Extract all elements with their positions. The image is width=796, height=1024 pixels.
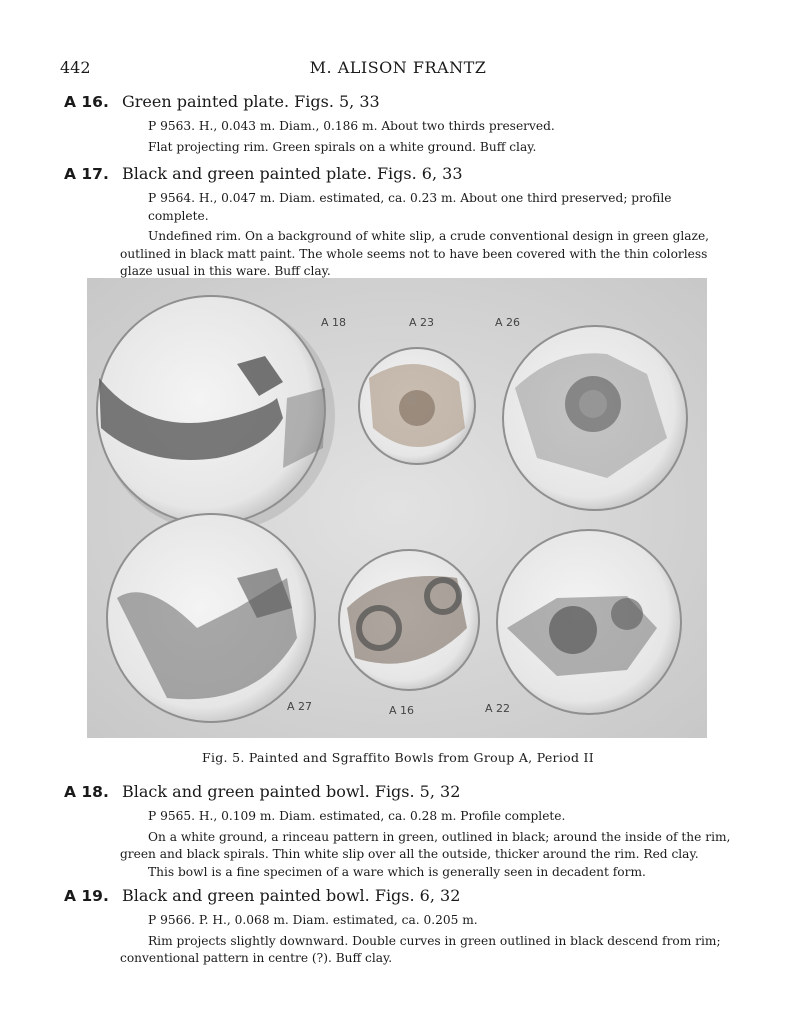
entry-description: Rim projects slightly downward. Double curves in green outlined in black descend from rim; conventional pattern in centre (?). Buff clay. bbox=[120, 933, 721, 965]
figure-label: A 27 bbox=[287, 700, 313, 713]
entry-meta: P 9564. H., 0.047 m. Diam. estimated, ca. 0.23 m. About one third preserved; profile complete. bbox=[148, 191, 672, 223]
entry-description: Flat projecting rim. Green spirals on a white ground. Buff clay. bbox=[148, 139, 537, 154]
bowl-a23 bbox=[359, 348, 475, 464]
catalogue-entry bbox=[64, 782, 734, 881]
figure-label: A 26 bbox=[495, 316, 521, 329]
bowl-a16 bbox=[339, 550, 479, 690]
catalogue-entry bbox=[64, 164, 734, 281]
entry-id: A 17. bbox=[64, 165, 109, 183]
bowl-a27 bbox=[107, 514, 315, 722]
page-header bbox=[60, 58, 736, 80]
entry-title: Green painted plate. Figs. 5, 33 bbox=[122, 92, 380, 111]
catalogue-entry bbox=[64, 886, 734, 968]
figure-photograph bbox=[87, 278, 707, 738]
entry-title: Black and green painted plate. Figs. 6, 33 bbox=[122, 164, 463, 183]
bowl-a26 bbox=[503, 326, 687, 510]
bowls-photo-illustration bbox=[87, 278, 707, 738]
entry-description: On a white ground, a rinceau pattern in green, outlined in black; around the inside of the rim, green and black spirals. Thin white slip over all the outside, thicker around the rim. Red clay. bbox=[120, 829, 731, 861]
bowl-a22 bbox=[497, 530, 681, 714]
figure-label: A 22 bbox=[485, 702, 511, 715]
entry-meta: P 9563. H., 0.043 m. Diam., 0.186 m. About two thirds preserved. bbox=[148, 119, 555, 133]
figure-caption: Fig. 5. Painted and Sgraffito Bowls from Group A, Period II bbox=[201, 750, 595, 765]
entry-id: A 16. bbox=[64, 93, 109, 111]
entry-meta: P 9566. P. H., 0.068 m. Diam. estimated, ca. 0.205 m. bbox=[148, 913, 478, 927]
running-title: M. ALISON FRANTZ bbox=[309, 58, 487, 77]
figure-label: A 18 bbox=[321, 316, 347, 329]
page-number: 442 bbox=[60, 58, 91, 77]
figure-label: A 23 bbox=[409, 316, 435, 329]
entry-title: Black and green painted bowl. Figs. 5, 32 bbox=[122, 782, 461, 801]
entry-id: A 18. bbox=[64, 783, 109, 801]
catalogue-entry bbox=[64, 92, 734, 156]
entry-meta: P 9565. H., 0.109 m. Diam. estimated, ca. 0.28 m. Profile complete. bbox=[148, 809, 566, 823]
entry-id: A 19. bbox=[64, 887, 109, 905]
entry-title: Black and green painted bowl. Figs. 6, 32 bbox=[122, 886, 461, 905]
entry-description: Undefined rim. On a background of white slip, a crude conventional design in green glaze, outlined in black matt paint. The whole seems not to have been covered with the thin colorless glaze usual in this ware. Buff clay. bbox=[120, 229, 710, 278]
figure-label: A 16 bbox=[389, 704, 415, 717]
entry-description: This bowl is a fine specimen of a ware which is generally seen in decadent form. bbox=[148, 864, 646, 879]
